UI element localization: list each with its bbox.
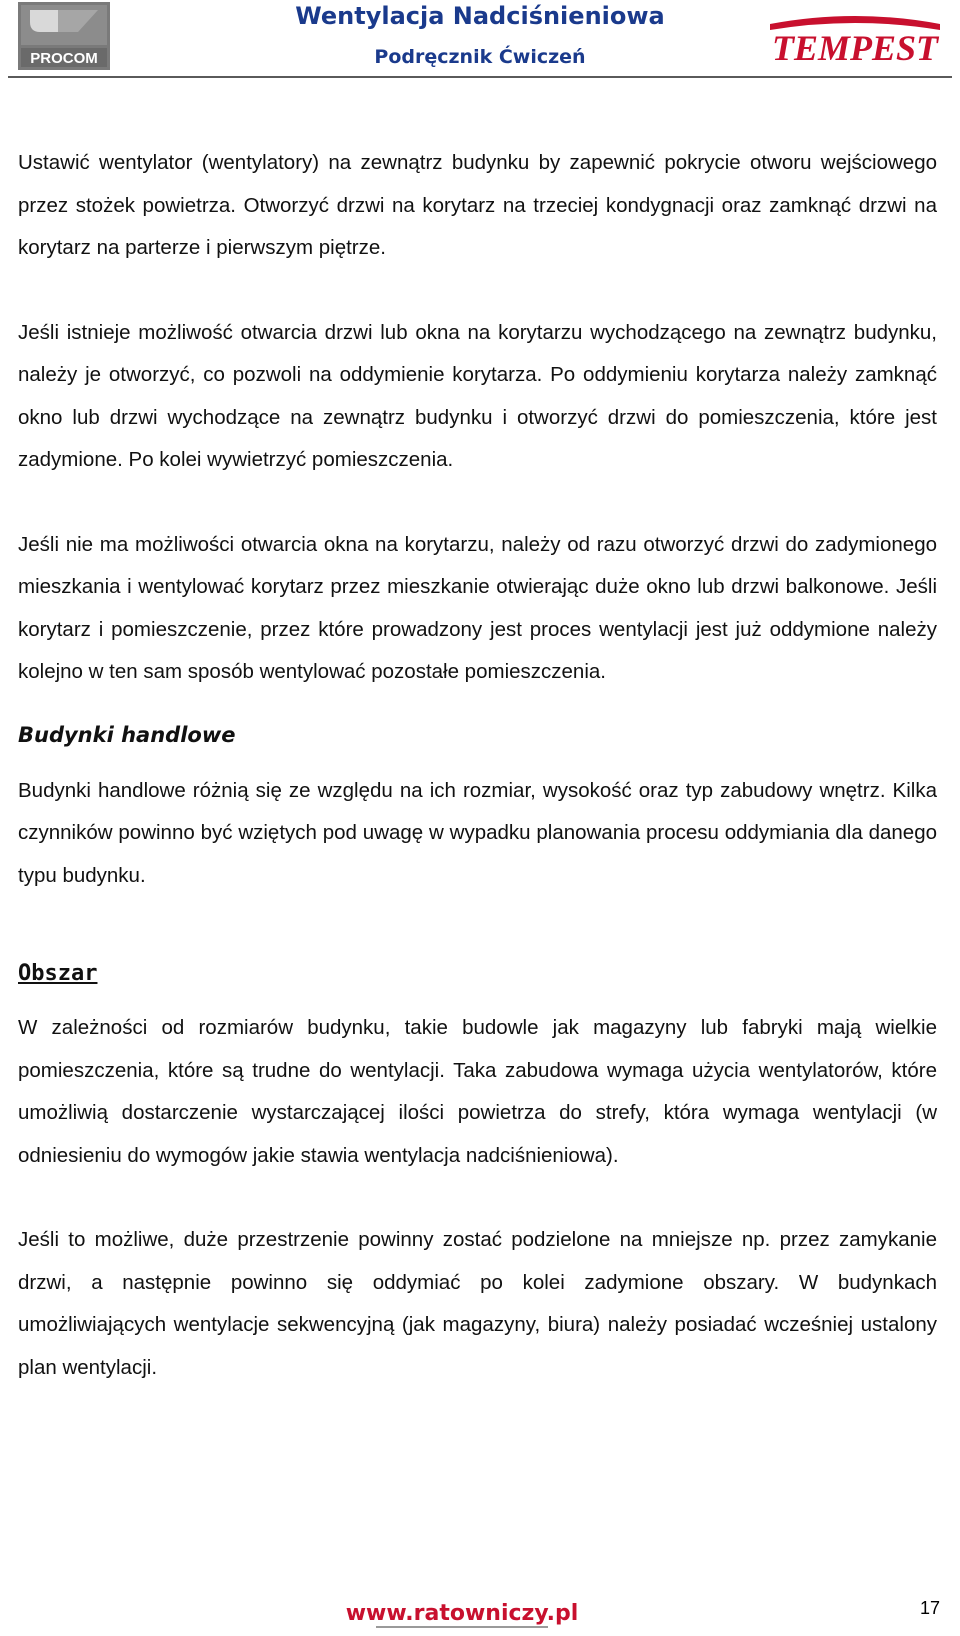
ratowniczy-logo-text: www.ratowniczy.pl bbox=[345, 1601, 579, 1626]
page-header-subtitle: Podręcznik Ćwiczeń bbox=[374, 46, 586, 68]
header-divider bbox=[8, 76, 952, 78]
page-content bbox=[18, 142, 937, 1389]
procom-logo-text: PROCOM bbox=[30, 50, 98, 67]
page-header-title: Wentylacja Nadciśnieniowa bbox=[295, 2, 665, 30]
tempest-logo-text: TEMPEST bbox=[771, 28, 939, 68]
paragraph-6: Jeśli to możliwe, duże przestrzenie powinny zostać podzielone na mniejsze np. przez zamykanie drzwi, a następnie powinno się oddymiać po kolei zadymione obszary. W budynkach umożliwiających wentylacje sekwencyjną (jak magazyny, biura) należy posiadać wcześniej ustalony plan wentylacji. bbox=[18, 1228, 937, 1379]
tempest-logo bbox=[760, 10, 950, 68]
paragraph-2: Jeśli istnieje możliwość otwarcia drzwi lub okna na korytarzu wychodzącego na zewnątrz budynku, należy je otworzyć, co pozwoli na oddymienie korytarza. Po oddymieniu korytarza należy zamknąć okno lub drzwi wychodzące na zewnątrz budynku i otworzyć drzwi do pomieszczenia, które jest zadymione. Po kolei wywietrzyć pomieszczenia. bbox=[18, 320, 937, 471]
paragraph-4: Budynki handlowe różnią się ze względu na ich rozmiar, wysokość oraz typ zabudowy wnętrz. Kilka czynników powinno być wziętych pod uwagę w wypadku planowania procesu oddymiania dla danego typu budynku. bbox=[18, 778, 937, 887]
section-heading-budynki-handlowe: Budynki handlowe bbox=[18, 722, 236, 747]
ratowniczy-logo bbox=[345, 1594, 579, 1634]
paragraph-5: W zależności od rozmiarów budynku, takie budowle jak magazyny lub fabryki mają wielkie pomieszczenia, które są trudne do wentylacji. Taka zabudowa wymaga użycia wentylatorów, które umożliwią dostarczenie wystarczającej ilości powietrza do strefy, która wymaga wentylacji (w odniesieniu do wymogów jakie stawia wentylacja nadciśnieniowa). bbox=[18, 1016, 937, 1167]
page-header bbox=[0, 0, 960, 82]
section-heading-obszar: Obszar bbox=[18, 961, 98, 986]
paragraph-1: Ustawić wentylator (wentylatory) na zewnątrz budynku by zapewnić pokrycie otworu wejściowego przez stożek powietrza. Otworzyć drzwi na korytarz na trzeciej kondygnacji oraz zamknąć drzwi na korytarz na parterze i pierwszym piętrze. bbox=[18, 151, 937, 259]
page-number: 17 bbox=[919, 1598, 940, 1618]
paragraph-3: Jeśli nie ma możliwości otwarcia okna na korytarzu, należy od razu otworzyć drzwi do zadymionego mieszkania i wentylować korytarz przez mieszkanie otwierając duże okno lub drzwi balkonowe. Jeśli korytarz i pomieszczenie, przez które prowadzony jest proces wentylacji jest już oddymione należy kolejno w ten sam sposób wentylować pozostałe pomieszczenia. bbox=[18, 532, 937, 683]
